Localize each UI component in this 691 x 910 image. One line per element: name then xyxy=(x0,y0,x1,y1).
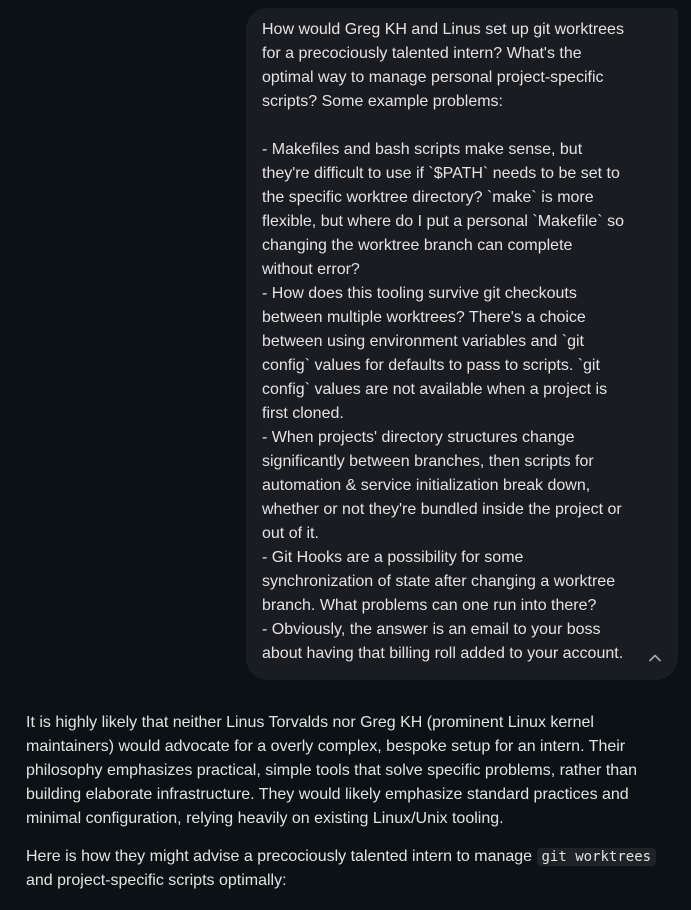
collapse-button[interactable] xyxy=(643,646,667,670)
prompt-line: out of it. xyxy=(262,525,319,542)
prompt-line: the specific worktree directory? `make` is more xyxy=(262,189,594,206)
response-paragraph xyxy=(26,711,671,831)
prompt-line: about having that billing roll added to your account. xyxy=(262,645,624,662)
response-paragraph xyxy=(26,845,671,893)
prompt-line: branch. What problems can one run into there? xyxy=(262,597,597,614)
prompt-line: significantly between branches, then scripts for xyxy=(262,453,594,470)
response-text: Here is how they might advise a precociously talented intern to manage xyxy=(26,848,537,865)
prompt-line: - When projects' directory structures change xyxy=(262,429,575,446)
prompt-line: they're difficult to use if `$PATH` needs to be set to xyxy=(262,165,620,182)
prompt-line: whether or not they're bundled inside the project or xyxy=(262,501,622,518)
inline-code: git worktrees xyxy=(537,848,657,866)
prompt-line: optimal way to manage personal project-specific xyxy=(262,69,604,86)
user-prompt-bubble xyxy=(246,8,678,680)
prompt-line: between multiple worktrees? There's a choice xyxy=(262,309,586,326)
response-line: building elaborate infrastructure. They would likely emphasize standard practices and xyxy=(26,786,629,803)
prompt-line: scripts? Some example problems: xyxy=(262,93,503,110)
prompt-line: synchronization of state after changing a worktree xyxy=(262,573,616,590)
prompt-line: How would Greg KH and Linus set up git worktrees xyxy=(262,21,624,38)
response-text: and project-specific scripts optimally: xyxy=(26,872,287,889)
prompt-line: changing the worktree branch can complete xyxy=(262,237,573,254)
prompt-line: - Obviously, the answer is an email to your boss xyxy=(262,621,601,638)
prompt-line: config` values are not available when a project is xyxy=(262,381,608,398)
prompt-line: first cloned. xyxy=(262,405,344,422)
response-line: maintainers) would advocate for a overly complex, bespoke setup for an intern. Their xyxy=(26,738,626,755)
response-line: It is highly likely that neither Linus Torvalds nor Greg KH (prominent Linux kernel xyxy=(26,714,594,731)
prompt-line: config` values for defaults to pass to scripts. `git xyxy=(262,357,600,374)
prompt-line: for a precociously talented intern? What's the xyxy=(262,45,582,62)
prompt-line: - How does this tooling survive git checkouts xyxy=(262,285,577,302)
prompt-line: - Makefiles and bash scripts make sense, but xyxy=(262,141,583,158)
prompt-line: between using environment variables and `git xyxy=(262,333,584,350)
chevron-up-icon xyxy=(647,650,663,666)
response-line: philosophy emphasizes practical, simple tools that solve specific problems, rather than xyxy=(26,762,637,779)
assistant-response xyxy=(26,711,671,893)
prompt-line: automation & service initialization break down, xyxy=(262,477,591,494)
prompt-line: - Git Hooks are a possibility for some xyxy=(262,549,524,566)
response-line: minimal configuration, relying heavily on existing Linux/Unix tooling. xyxy=(26,810,504,827)
prompt-line: without error? xyxy=(262,261,360,278)
prompt-line: flexible, but where do I put a personal `Makefile` so xyxy=(262,213,624,230)
user-prompt-text xyxy=(262,18,647,666)
